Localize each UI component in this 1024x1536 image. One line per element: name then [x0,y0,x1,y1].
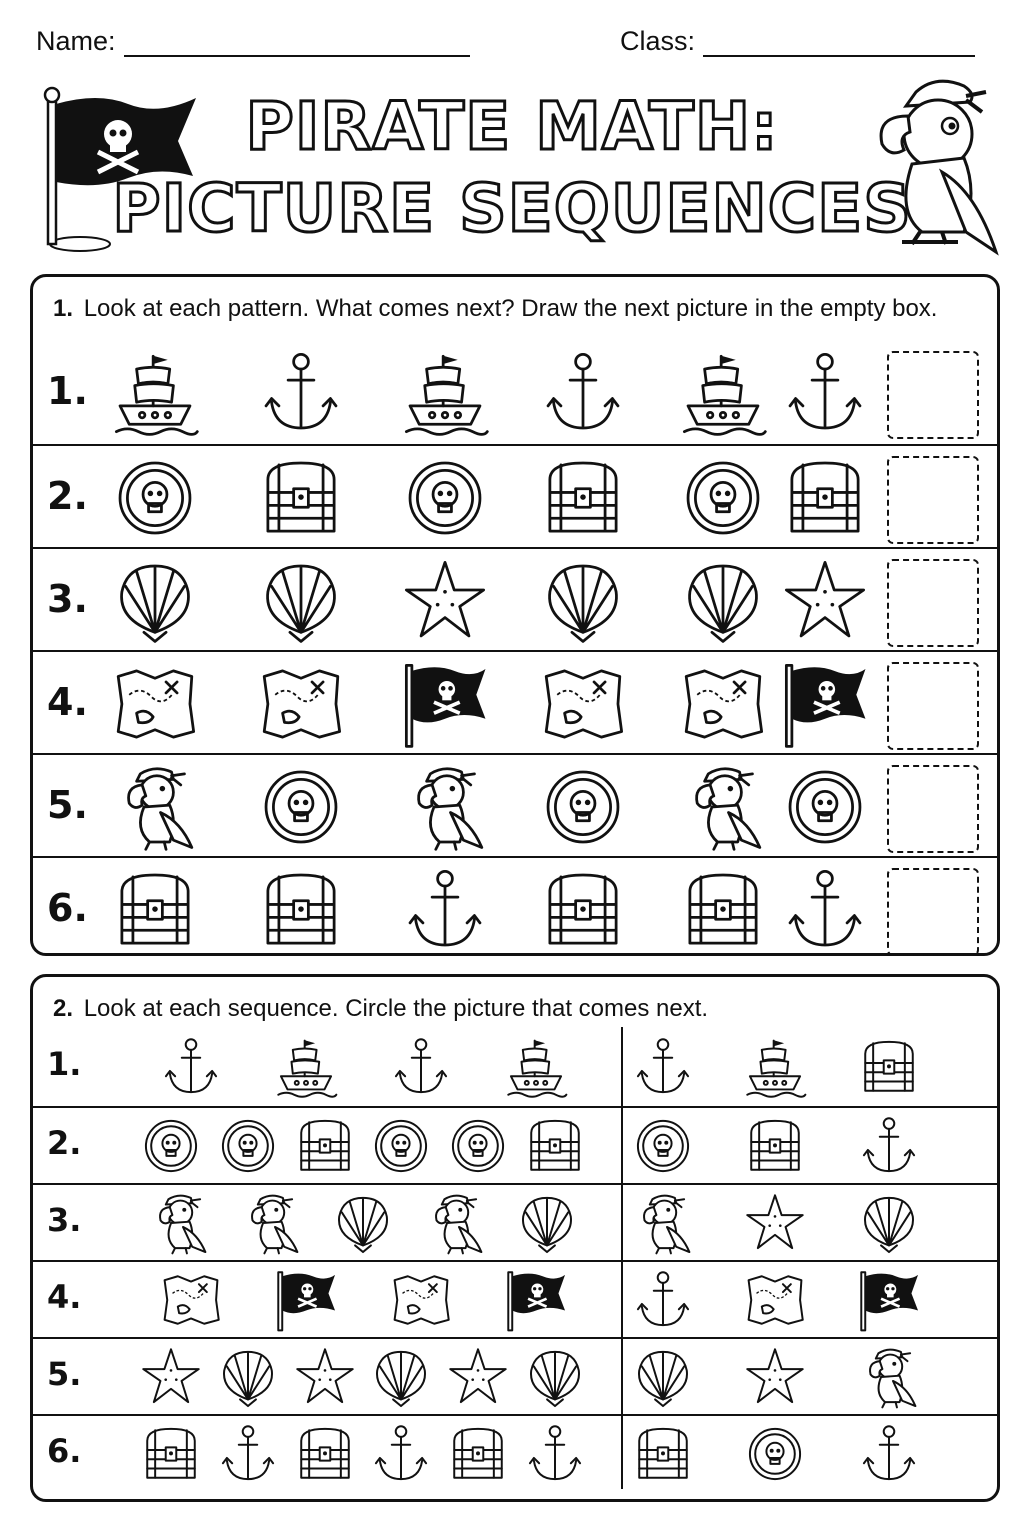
chest-icon [677,864,769,956]
coin-icon [445,1113,511,1179]
chest-icon [109,864,201,956]
choice-anchor-icon[interactable] [856,1113,922,1179]
choice-starfish-icon[interactable] [742,1190,808,1256]
chest-icon [779,452,871,544]
ship-icon [399,347,491,439]
section1-instruction [53,295,937,323]
section2-text: Look at each sequence. Circle the picture that comes next. [83,995,709,1022]
shell-icon [255,555,347,647]
row-number: 2. [47,1124,82,1162]
choice-starfish-icon[interactable] [742,1344,808,1410]
shell-icon [368,1344,434,1410]
section2-instruction [53,995,708,1023]
chest-icon [255,864,347,956]
chest-icon [537,452,629,544]
chest-icon [138,1421,204,1487]
pattern-row [33,650,997,755]
flag-icon [399,658,491,750]
choice-map-icon[interactable] [742,1267,808,1333]
coin-icon [677,452,769,544]
row-number: 1. [47,1045,82,1083]
shell-icon [537,555,629,647]
sequence-row [33,1183,997,1262]
anchor-icon [368,1421,434,1487]
row-number: 3. [47,1201,82,1239]
name-label: Name: [36,26,116,56]
section2-number: 2. [53,995,74,1022]
anchor-icon [215,1421,281,1487]
row-number: 1. [47,369,88,413]
pattern-row [33,547,997,652]
pattern-row [33,753,997,858]
flag-icon [503,1267,569,1333]
map-icon [677,658,769,750]
row-number: 2. [47,474,88,518]
shell-icon [215,1344,281,1410]
ship-icon [273,1034,339,1100]
section1-number: 1. [53,295,74,322]
answer-box[interactable] [887,868,979,956]
flag-icon [779,658,871,750]
class-line[interactable] [703,55,975,57]
choice-chest-icon[interactable] [630,1421,696,1487]
ship-icon [109,347,201,439]
coin-icon [779,761,871,853]
starfish-icon [399,555,491,647]
sequence-row [33,1029,997,1106]
anchor-icon [399,864,491,956]
pattern-row [33,444,997,549]
shell-icon [522,1344,588,1410]
anchor-icon [537,347,629,439]
sequence-section [30,974,1000,1502]
sequence-row [33,1106,997,1185]
choice-chest-icon[interactable] [742,1113,808,1179]
pattern-row [33,341,997,444]
coin-icon [399,452,491,544]
starfish-icon [292,1344,358,1410]
pattern-section [30,274,1000,956]
chest-icon [292,1421,358,1487]
coin-icon [255,761,347,853]
shell-icon [330,1190,396,1256]
sequence-row [33,1414,997,1493]
starfish-icon [445,1344,511,1410]
choice-flag-icon[interactable] [856,1267,922,1333]
answer-box[interactable] [887,559,979,647]
coin-icon [138,1113,204,1179]
sequence-row [33,1337,997,1416]
shell-icon [677,555,769,647]
title-line-1: PIRATE MATH: [245,88,779,165]
anchor-icon [522,1421,588,1487]
row-number: 5. [47,1355,82,1393]
coin-icon [368,1113,434,1179]
map-icon [388,1267,454,1333]
section1-text: Look at each pattern. What comes next? Draw the next picture in the empty box. [83,295,938,322]
answer-box[interactable] [887,662,979,750]
ship-icon [677,347,769,439]
parrot-icon [146,1190,212,1256]
anchor-icon [779,347,871,439]
choice-chest-icon[interactable] [856,1034,922,1100]
parrot-icon [422,1190,488,1256]
choice-coin-icon[interactable] [742,1421,808,1487]
row-number: 6. [47,1432,82,1470]
parrot-icon [399,761,491,853]
choice-coin-icon[interactable] [630,1113,696,1179]
row-number: 5. [47,783,88,827]
parrot-icon [109,761,201,853]
anchor-icon [158,1034,224,1100]
name-field[interactable] [36,26,470,57]
starfish-icon [779,555,871,647]
pattern-row [33,856,997,961]
answer-box[interactable] [887,765,979,853]
choice-anchor-icon[interactable] [630,1034,696,1100]
map-icon [255,658,347,750]
parrot-icon [238,1190,304,1256]
starfish-icon [138,1344,204,1410]
row-number: 3. [47,577,88,621]
choice-ship-icon[interactable] [742,1034,808,1100]
choice-shell-icon[interactable] [630,1344,696,1410]
coin-icon [537,761,629,853]
map-icon [109,658,201,750]
answer-box[interactable] [887,351,979,439]
anchor-icon [255,347,347,439]
shell-icon [109,555,201,647]
choice-shell-icon[interactable] [856,1190,922,1256]
row-number: 4. [47,1278,82,1316]
ship-icon [503,1034,569,1100]
anchor-icon [779,864,871,956]
class-field[interactable] [620,26,975,57]
map-icon [537,658,629,750]
name-line[interactable] [124,55,470,57]
choice-parrot-icon[interactable] [856,1344,922,1410]
parrot-icon [677,761,769,853]
choice-parrot-icon[interactable] [630,1190,696,1256]
row-number: 4. [47,680,88,724]
anchor-icon [388,1034,454,1100]
choice-anchor-icon[interactable] [630,1267,696,1333]
coin-icon [109,452,201,544]
chest-icon [292,1113,358,1179]
row-number: 6. [47,886,88,930]
sequence-row [33,1260,997,1339]
answer-box[interactable] [887,456,979,544]
class-label: Class: [620,26,696,56]
shell-icon [514,1190,580,1256]
flag-icon [273,1267,339,1333]
title-line-2: PICTURE SEQUENCES [112,170,912,247]
chest-icon [537,864,629,956]
chest-icon [255,452,347,544]
chest-icon [445,1421,511,1487]
chest-icon [522,1113,588,1179]
map-icon [158,1267,224,1333]
coin-icon [215,1113,281,1179]
choice-anchor-icon[interactable] [856,1421,922,1487]
